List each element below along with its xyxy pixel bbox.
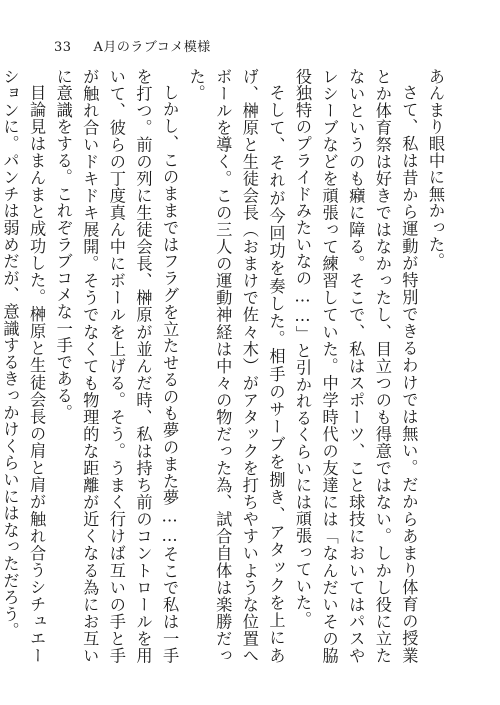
paragraph: そして、それが今回功を奏した。相手のサーブを捌き、アタックを上にあげ、榊原と生徒会長（おまけで佐々木）がアタックを打ちやすいような位置へボールを導く。この三人の運動神経は中々の物だった為、試合自体は楽勝だった。 (186, 68, 286, 664)
book-title: A月のラブコメ模様 (93, 40, 211, 55)
paragraph: しかし、このままではフラグを立たせるのも夢のまた夢……そこで私は一手を打つ。前の列に生徒会長、榊原が並んだ時、私は持ち前のコントロールを用いて、彼らの丁度真ん中にボールを上げる。そう。うまく行けば互いの手と手が触れ合いドキドキ展開。そうでなくても物理的な距離が近くなる為にお互いに意識をする。これぞラブコメな一手である。 (53, 68, 180, 664)
paragraph: あんまり眼中に無かった。 (426, 68, 445, 270)
running-header (54, 36, 211, 55)
vertical-body-text (0, 68, 448, 664)
page-number: 33 (54, 40, 72, 55)
paragraph: さて、私は昔から運動が特別できるわけでは無い。だからあまり体育の授業とか体育祭は好きではなかったし、目立つのも得意ではない。しかし役に立たないというのも癪に障る。そこで、私はスポーツ、こと球技においてはパスやレシーブなどを頑張って練習していた。中学時代の友達には「なんだいその脇役独特のプライドみたいなの……」と引かれるくらいには頑張っていた。 (293, 68, 419, 664)
paragraph: 目論見はまんまと成功した。榊原と生徒会長の肩と肩が触れ合うシチュエーションに。パンチは弱めだが、意識するきっかけくらいにはなっただろう。 (0, 68, 47, 664)
